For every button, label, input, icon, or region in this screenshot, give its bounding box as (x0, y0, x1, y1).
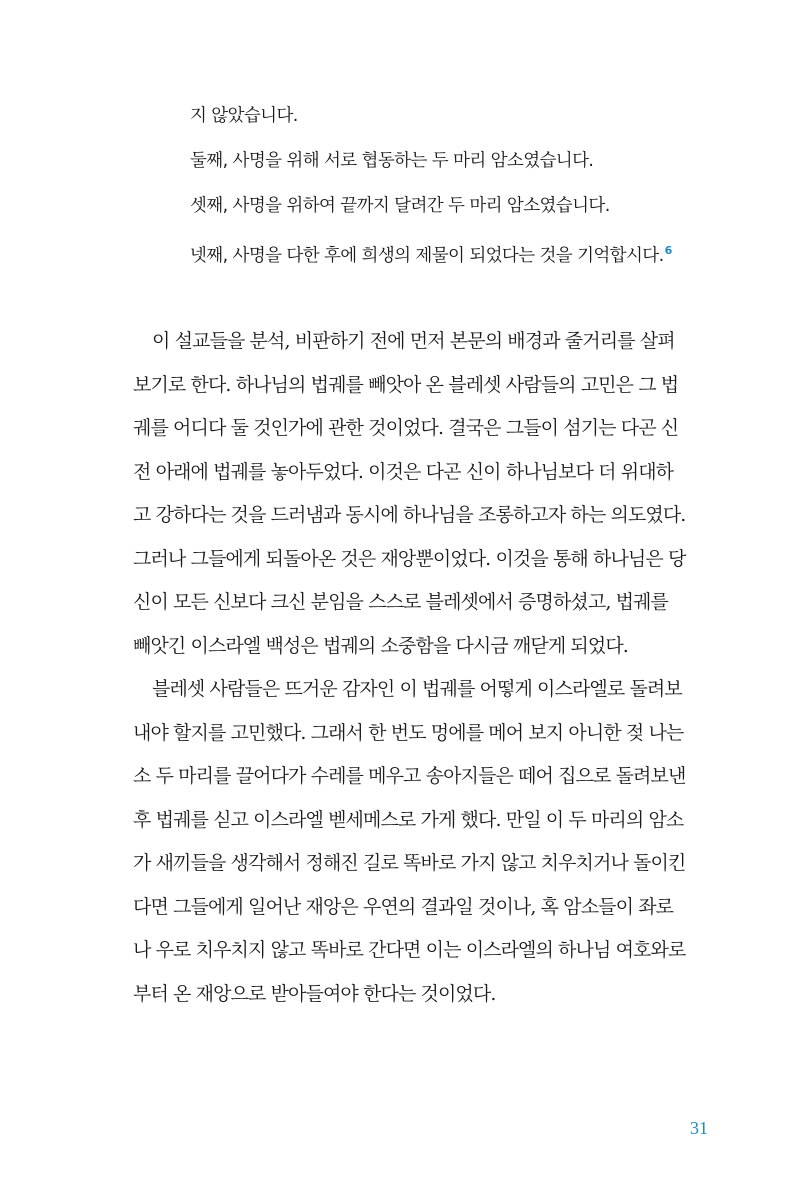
quote-line (190, 235, 750, 280)
body-line: 전 아래에 법궤를 놓아두었다. 이것은 다곤 신이 하나님보다 더 위대하 (133, 460, 674, 483)
body-line: 신이 모든 신보다 크신 분임을 스스로 블레셋에서 증명하셨고, 법궤를 (133, 591, 668, 613)
body-line: 다면 그들에게 일어난 재앙은 우연의 결과일 것이나, 혹 암소들이 좌로 (133, 895, 674, 918)
body-line: 소 두 마리를 끌어다가 수레를 메우고 송아지들은 떼어 집으로 돌려보낸 (133, 765, 686, 787)
body-line: 빼앗긴 이스라엘 백성은 법궤의 소중함을 다시금 깨닫게 되었다. (133, 634, 628, 657)
body-line: 보기로 한다. 하나님의 법궤를 빼앗아 온 블레셋 사람들의 고민은 그 법 (133, 373, 679, 396)
body-line: 내야 할지를 고민했다. 그래서 한 번도 멍에를 메어 보지 아니한 젖 나는 (133, 721, 684, 744)
quote-line-text: 셋째, 사명을 위하여 끝까지 달려간 두 마리 암소였습니다. (190, 196, 610, 216)
body-line: 고 강하다는 것을 드러냄과 동시에 하나님을 조롱하고자 하는 의도였다. (133, 504, 686, 526)
quote-block (190, 100, 750, 280)
footnote-reference[interactable]: 6 (664, 244, 672, 257)
body-line: 그러나 그들에게 되돌아온 것은 재앙뿐이었다. 이것을 통해 하나님은 당 (133, 547, 686, 570)
quote-line-text: 둘째, 사명을 위해 서로 협동하는 두 마리 암소였습니다. (190, 151, 594, 171)
body-line: 궤를 어디다 둘 것인가에 관한 것이었다. 결국은 그들이 섬기는 다곤 신 (133, 417, 679, 439)
body-line: 블레셋 사람들은 뜨거운 감자인 이 법궤를 어떻게 이스라엘로 돌려보 (152, 678, 682, 700)
body-line: 가 새끼들을 생각해서 정해진 길로 똑바로 가지 않고 치우치거나 돌이킨 (133, 852, 686, 874)
quote-line (190, 190, 750, 235)
body-text (133, 320, 713, 1016)
body-line: 나 우로 치우치지 않고 똑바로 간다면 이는 이스라엘의 하나님 여호와로 (133, 939, 686, 961)
body-line: 이 설교들을 분석, 비판하기 전에 먼저 본문의 배경과 줄거리를 살펴 (152, 330, 675, 352)
quote-line-text: 넷째, 사명을 다한 후에 희생의 제물이 되었다는 것을 기억합시다. (190, 246, 664, 266)
body-line: 부터 온 재앙으로 받아들여야 한다는 것이었다. (133, 982, 496, 1005)
quote-line-text: 지 않았습니다. (190, 106, 298, 126)
quote-line (190, 100, 750, 145)
quote-line (190, 145, 750, 190)
page-number: 31 (690, 1118, 708, 1138)
body-line: 후 법궤를 싣고 이스라엘 벧세메스로 가게 했다. 만일 이 두 마리의 암소 (133, 808, 684, 831)
